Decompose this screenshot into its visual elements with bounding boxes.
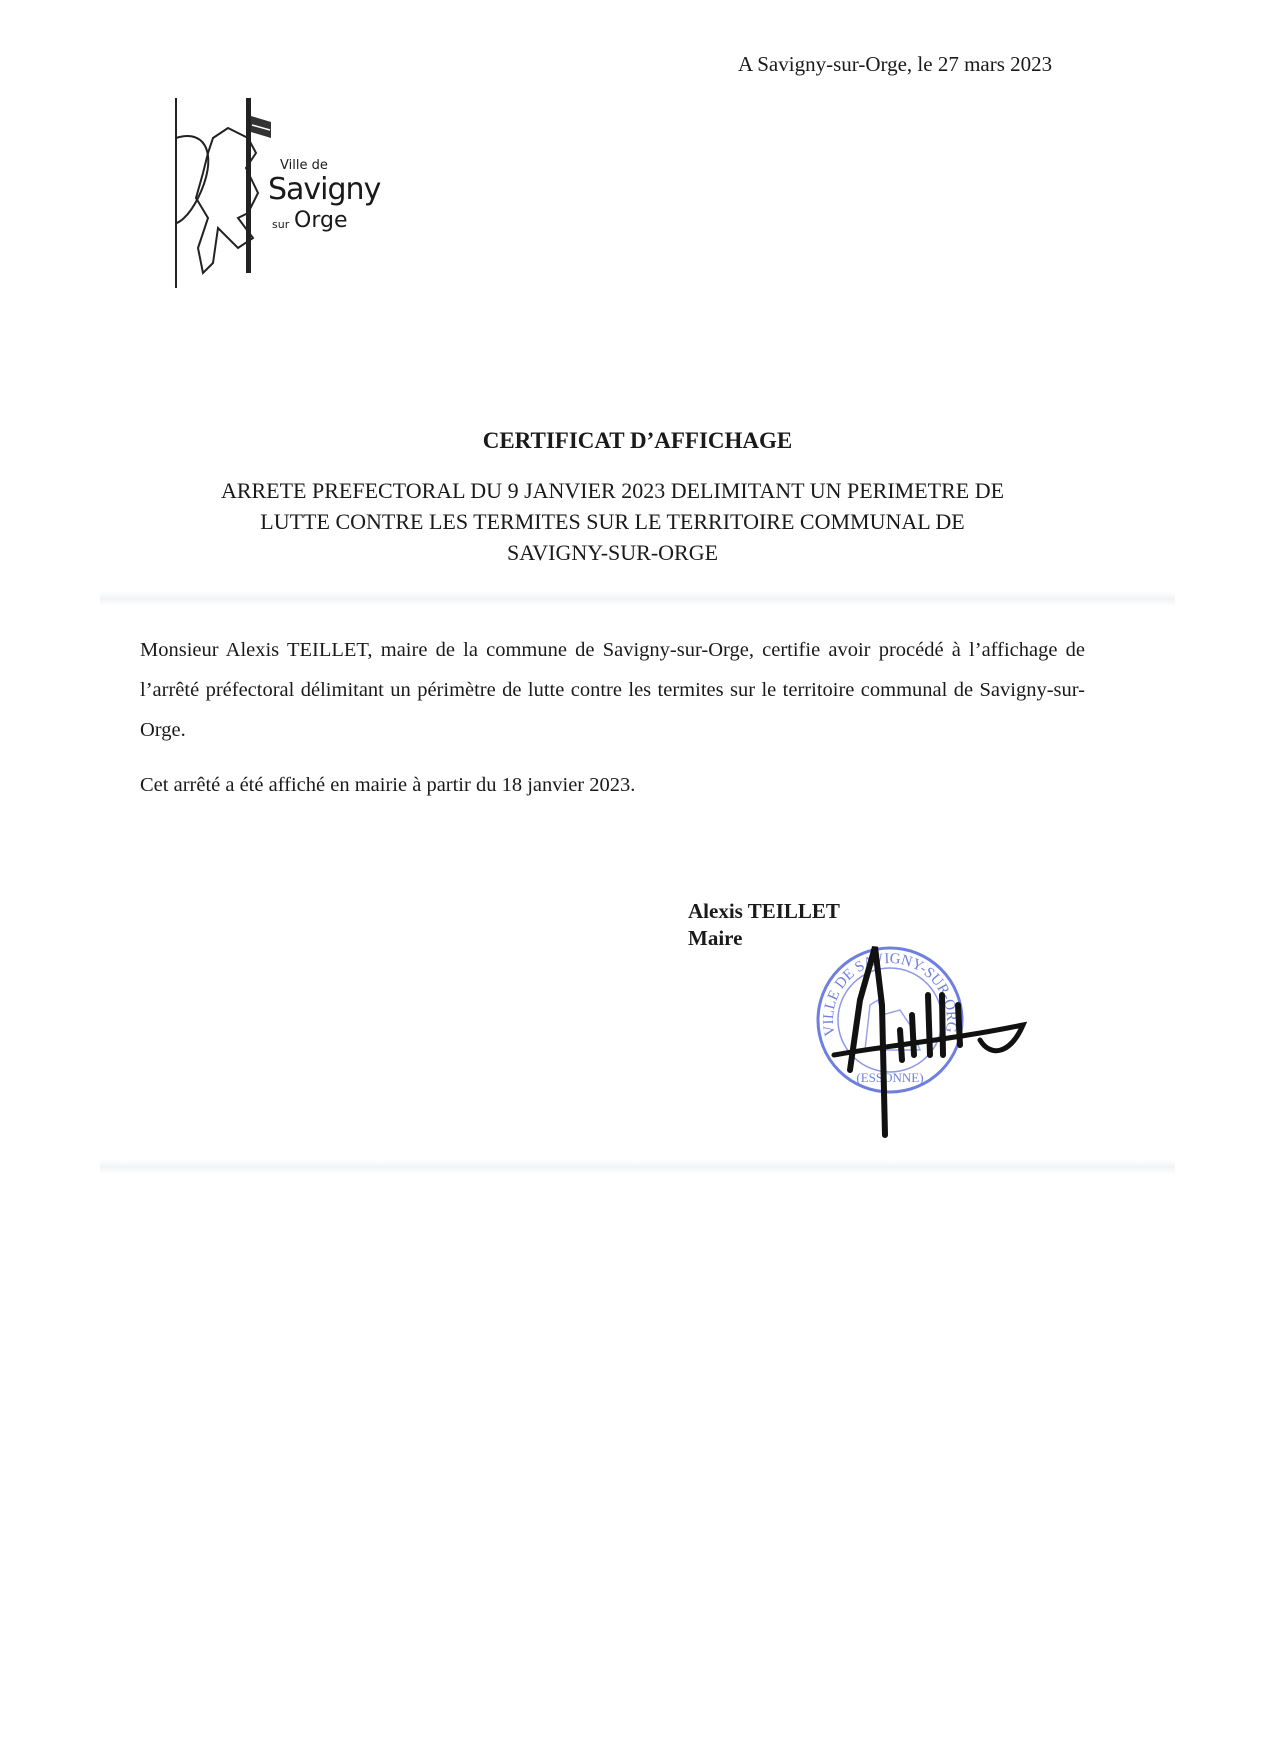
subtitle-line: SAVIGNY-SUR-ORGE — [506, 540, 719, 565]
document-subtitle — [140, 475, 1085, 568]
document-title: CERTIFICAT D’AFFICHAGE — [482, 428, 793, 453]
city-logo — [168, 98, 398, 293]
place-date: A Savigny-sur-Orge, le 27 mars 2023 — [738, 52, 1053, 76]
logo-line2: Savigny — [268, 172, 381, 207]
signatory-name: Alexis TEILLET — [688, 899, 840, 923]
signatory-role: Maire — [688, 926, 743, 950]
logo-line3: Orge — [294, 208, 348, 233]
logo-line3-small: sur — [272, 218, 290, 231]
scan-fold-line — [100, 592, 1175, 606]
body-paragraph: Monsieur Alexis TEILLET, maire de la commune de Savigny-sur-Orge, certifie avoir procédé à l’affichage de l’arrêté préfectoral délimitant un périmètre de lutte contre les termites sur le territoire communal de Savigny-sur-Orge. — [140, 639, 1085, 741]
logo-line1: Ville de — [280, 158, 328, 173]
subtitle-line: ARRETE PREFECTORAL DU 9 JANVIER 2023 DELIMITANT UN PERIMETRE DE — [220, 478, 1005, 503]
stamp-bottom-text: (ESSONNE) — [856, 1070, 924, 1085]
body-paragraph: Cet arrêté a été affiché en mairie à partir du 18 janvier 2023. — [140, 774, 636, 796]
subtitle-line: LUTTE CONTRE LES TERMITES SUR LE TERRITOIRE COMMUNAL DE — [260, 509, 965, 534]
handwritten-signature — [830, 945, 1040, 1145]
scan-fold-line — [100, 1160, 1175, 1174]
stamp-text: VILLE DE SAVIGNY-SUR-ORG — [820, 950, 960, 1038]
